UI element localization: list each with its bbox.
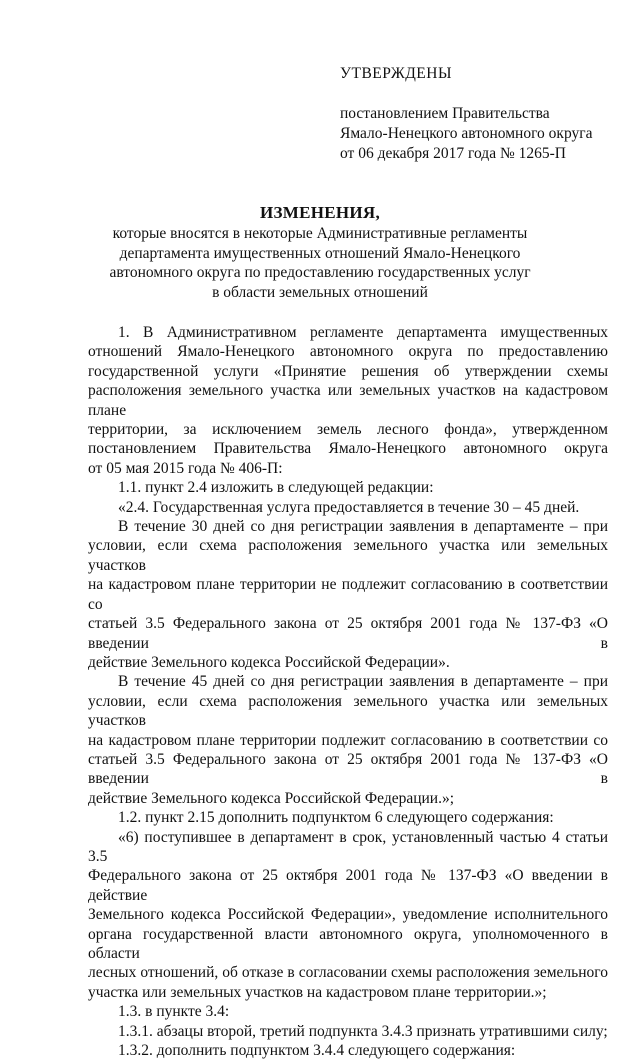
paragraph-3: «2.4. Государственная услуга предоставляется в течение 30 – 45 дней. (118, 498, 580, 516)
paragraph-line: на кадастровом плане территории подлежит согласованию в соответствии со (88, 731, 608, 749)
paragraph-line: расположения земельного участка или земельных участков на кадастровом плане (88, 382, 608, 419)
paragraph-line: Федерального закона от 25 октября 2001 года № 137-ФЗ «О введении в действие (88, 867, 608, 904)
paragraph-line: лесных отношений, об отказе в согласовании схемы расположения земельного (88, 964, 608, 982)
paragraph-line: на кадастровом плане территории не подлежит согласованию в соответствии со (88, 576, 608, 613)
paragraph-line: действие Земельного кодекса Российской Федерации». (88, 653, 450, 671)
paragraph-line: отношений Ямало-Ненецкого автономного округа по предоставлению (88, 343, 608, 361)
paragraph-9: 1.3.1. абзацы второй, третий подпункта 3.4.3 признать утратившими силу; (118, 1022, 608, 1040)
paragraph-line: условии, если схема расположения земельного участка или земельных участков (88, 537, 608, 574)
paragraph-line: участка или земельных участков на кадастровом плане территории.»; (88, 983, 547, 1001)
paragraph-line: статьей 3.5 Федерального закона от 25 октября 2001 года № 137-ФЗ «О введении в (88, 615, 608, 652)
paragraph-7 (88, 828, 608, 1003)
paragraph-line: В течение 45 дней со дня регистрации заявления в департаменте – при (118, 673, 608, 691)
paragraph-line: 1. В Административном регламенте департамента имущественных (118, 324, 608, 341)
approval-block (340, 64, 630, 164)
approval-line: постановлением Правительства (340, 105, 550, 122)
paragraph-6: 1.2. пункт 2.15 дополнить подпунктом 6 следующего содержания: (118, 809, 554, 827)
approval-line: Ямало-Ненецкого автономного округа (340, 125, 593, 142)
paragraph-5 (88, 672, 608, 808)
document-heading (100, 202, 540, 302)
heading-line: автономного округа по предоставлению государственных услуг (109, 264, 531, 281)
paragraph-4 (88, 517, 608, 672)
heading-line: департамента имущественных отношений Ямало-Ненецкого (119, 244, 521, 262)
heading-title: ИЗМЕНЕНИЯ, (259, 203, 381, 222)
paragraph-line: территории, за исключением земель лесного фонда», утвержденном (88, 421, 608, 439)
approval-title: УТВЕРЖДЕНЫ (340, 65, 452, 82)
paragraph-line: В течение 30 дней со дня регистрации заявления в департаменте – при (118, 518, 608, 536)
paragraph-10: 1.3.2. дополнить подпунктом 3.4.4 следующего содержания: (118, 1042, 516, 1060)
paragraph-8: 1.3. в пункте 3.4: (118, 1003, 230, 1021)
paragraph-line: Земельного кодекса Российской Федерации», уведомление исполнительного (88, 906, 608, 924)
paragraph-line: от 05 мая 2015 года № 406-П: (88, 459, 283, 477)
paragraph-2: 1.1. пункт 2.4 изложить в следующей редакции: (118, 479, 434, 497)
paragraph-line: статьей 3.5 Федерального закона от 25 октября 2001 года № 137-ФЗ «О введении в (88, 750, 608, 788)
paragraph-1 (88, 323, 608, 478)
paragraph-line: «6) поступившее в департамент в срок, установленный частью 4 статьи 3.5 (88, 828, 608, 865)
paragraph-line: органа государственной власти автономного округа, уполномоченного в области (88, 925, 608, 962)
paragraph-line: постановлением Правительства Ямало-Ненецкого автономного округа (88, 440, 608, 458)
approval-line: от 06 декабря 2017 года № 1265-П (340, 145, 566, 162)
heading-line: в области земельных отношений (212, 283, 428, 301)
heading-line: которые вносятся в некоторые Административные регламенты (112, 225, 528, 242)
paragraph-line: государственной услуги «Принятие решения об утверждении схемы (88, 362, 608, 380)
paragraph-line: условии, если схема расположения земельного участка или земельных участков (88, 692, 608, 730)
paragraph-line: действие Земельного кодекса Российской Федерации.»; (88, 789, 455, 807)
document-body (88, 323, 608, 1060)
